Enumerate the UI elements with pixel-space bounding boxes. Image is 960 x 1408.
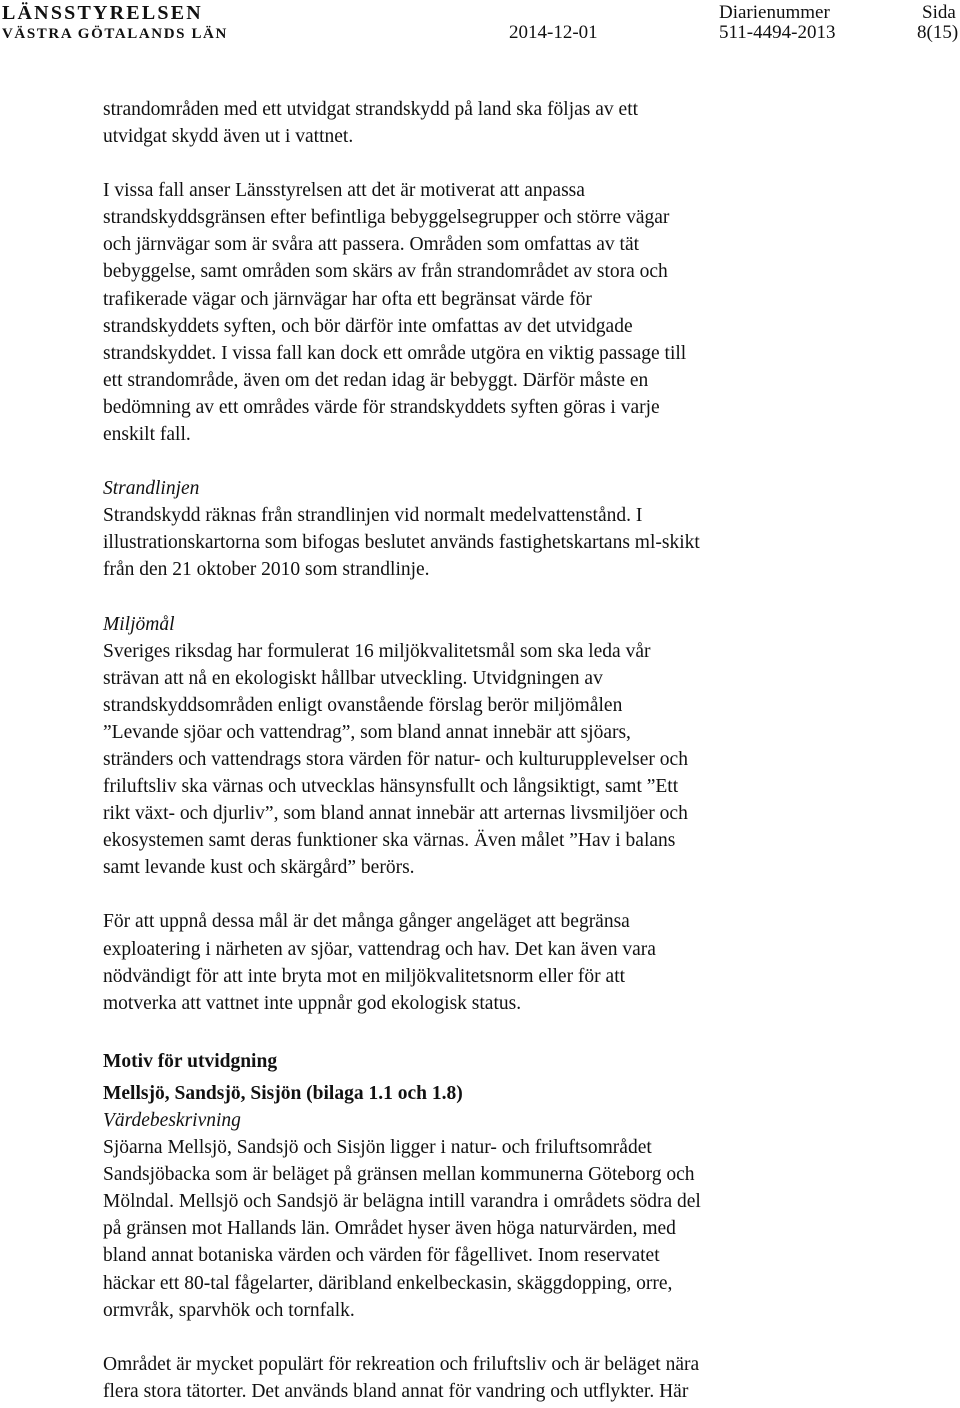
- paragraph-1: [103, 96, 833, 150]
- text-line: Sandsjöbacka som är beläget på gränsen mellan kommunerna Göteborg och: [103, 1164, 695, 1186]
- lansstyrelsen-logo: [2, 2, 228, 44]
- text-line: Sveriges riksdag har formulerat 16 miljökvalitetsmål som ska leda vår: [103, 640, 651, 662]
- text-line: bebyggelse, samt områden som skärs av från strandområdet av stora och: [103, 261, 668, 283]
- paragraph-7: [103, 1351, 833, 1405]
- text-line: ormvråk, sparvhök och tornfalk.: [103, 1299, 355, 1321]
- text-line: enskilt fall.: [103, 424, 191, 446]
- paragraph-3: [103, 502, 833, 583]
- paragraph-6: [103, 1134, 833, 1324]
- text-line: Strandskydd räknas från strandlinjen vid normalt medelvattenstånd. I: [103, 505, 643, 527]
- paragraph-4: [103, 638, 833, 882]
- miljomal-heading: Miljömål: [103, 613, 175, 635]
- text-line: Området är mycket populärt för rekreation och friluftsliv och är beläget nära: [103, 1353, 700, 1375]
- text-line: ett strandområde, även om det redan idag är bebyggt. Därför måste en: [103, 369, 649, 391]
- text-line: stränders och vattendrags stora värden för natur- och kulturupplevelser och: [103, 748, 688, 770]
- strandlinjen-heading: Strandlinjen: [103, 478, 200, 500]
- paragraph-2: [103, 177, 833, 448]
- text-line: strandskyddets syften, och bör därför inte omfattas av det utvidgade: [103, 315, 633, 337]
- logo-title: LÄNSSTYRELSEN: [2, 2, 203, 24]
- text-line: bedömning av ett områdes värde för strandskyddets syften göras i varje: [103, 396, 660, 418]
- text-line: ”Levande sjöar och vattendrag”, som bland annat innebär att sjöars,: [103, 721, 631, 743]
- text-line: trafikerade vägar och järnvägar har ofta ett begränsat värde för: [103, 288, 592, 310]
- header-date: 2014-12-01: [509, 22, 598, 43]
- header-diarienummer-label: Diarienummer: [719, 2, 830, 23]
- text-line: strandskyddet. I vissa fall kan dock ett område utgöra en viktig passage till: [103, 342, 687, 364]
- text-line: rikt växt- och djurliv”, som bland annat innebär att arternas livsmiljöer och: [103, 803, 688, 825]
- text-line: och järnvägar som är svåra att passera. Områden som omfattas av tät: [103, 234, 640, 256]
- header-page-label: Sida: [922, 2, 956, 23]
- text-line: strävan att nå en ekologiskt hållbar utveckling. Utvidgningen av: [103, 667, 603, 689]
- text-line: motverka att vattnet inte uppnår god ekologisk status.: [103, 992, 522, 1014]
- text-line: illustrationskartorna som bifogas beslutet används fastighetskartans ml-skikt: [103, 532, 700, 554]
- text-line: bland annat botaniska värden och värden för fågellivet. Inom reservatet: [103, 1245, 660, 1267]
- logo-subtitle: VÄSTRA GÖTALANDS LÄN: [2, 26, 228, 42]
- vardebeskrivning-heading: Värdebeskrivning: [103, 1110, 241, 1131]
- text-line: I vissa fall anser Länsstyrelsen att det är motiverat att anpassa: [103, 180, 585, 202]
- text-line: strandskyddsgränsen efter befintliga bebyggelsegrupper och större vägar: [103, 207, 670, 229]
- text-line: exploatering i närheten av sjöar, vattendrag och hav. Det kan även vara: [103, 938, 656, 960]
- text-line: samt levande kust och skärgård” berörs.: [103, 857, 415, 879]
- text-line: Mölndal. Mellsjö och Sandsjö är belägna intill varandra i områdets södra del: [103, 1191, 701, 1213]
- text-line: Sjöarna Mellsjö, Sandsjö och Sisjön ligger i natur- och friluftsområdet: [103, 1137, 652, 1159]
- text-line: nödvändigt för att inte bryta mot en miljökvalitetsnorm eller för att: [103, 965, 626, 987]
- text-line: från den 21 oktober 2010 som strandlinje.: [103, 559, 430, 581]
- motiv-heading: Motiv för utvidgning: [103, 1050, 278, 1072]
- text-line: strandområden med ett utvidgat strandskydd på land ska följas av ett: [103, 99, 639, 120]
- text-line: För att uppnå dessa mål är det många gånger angeläget att begränsa: [103, 911, 630, 933]
- header-diarienummer-value: 511-4494-2013: [719, 22, 836, 43]
- text-line: flera stora tätorter. Det används bland annat för vandring och utflykter. Här: [103, 1380, 689, 1402]
- text-line: strandskyddsområden enligt ovanstående förslag berör miljömålen: [103, 694, 623, 716]
- text-line: ekosystemen samt deras funktioner ska värnas. Även målet ”Hav i balans: [103, 830, 676, 852]
- text-line: häckar ett 80-tal fågelarter, däribland enkelbeckasin, skäggdopping, orre,: [103, 1272, 673, 1294]
- text-line: på gränsen mot Hallands län. Området hyser även höga naturvärden, med: [103, 1218, 676, 1240]
- mellsjo-heading: Mellsjö, Sandsjö, Sisjön (bilaga 1.1 och 1.8): [103, 1082, 463, 1104]
- paragraph-5: [103, 908, 833, 1016]
- document-body: [103, 96, 833, 1405]
- text-line: utvidgat skydd även ut i vattnet.: [103, 126, 354, 148]
- text-line: friluftsliv ska värnas och utvecklas hänsynsfullt och långsiktigt, samt ”Ett: [103, 776, 679, 798]
- header-page-number: 8(15): [917, 22, 959, 43]
